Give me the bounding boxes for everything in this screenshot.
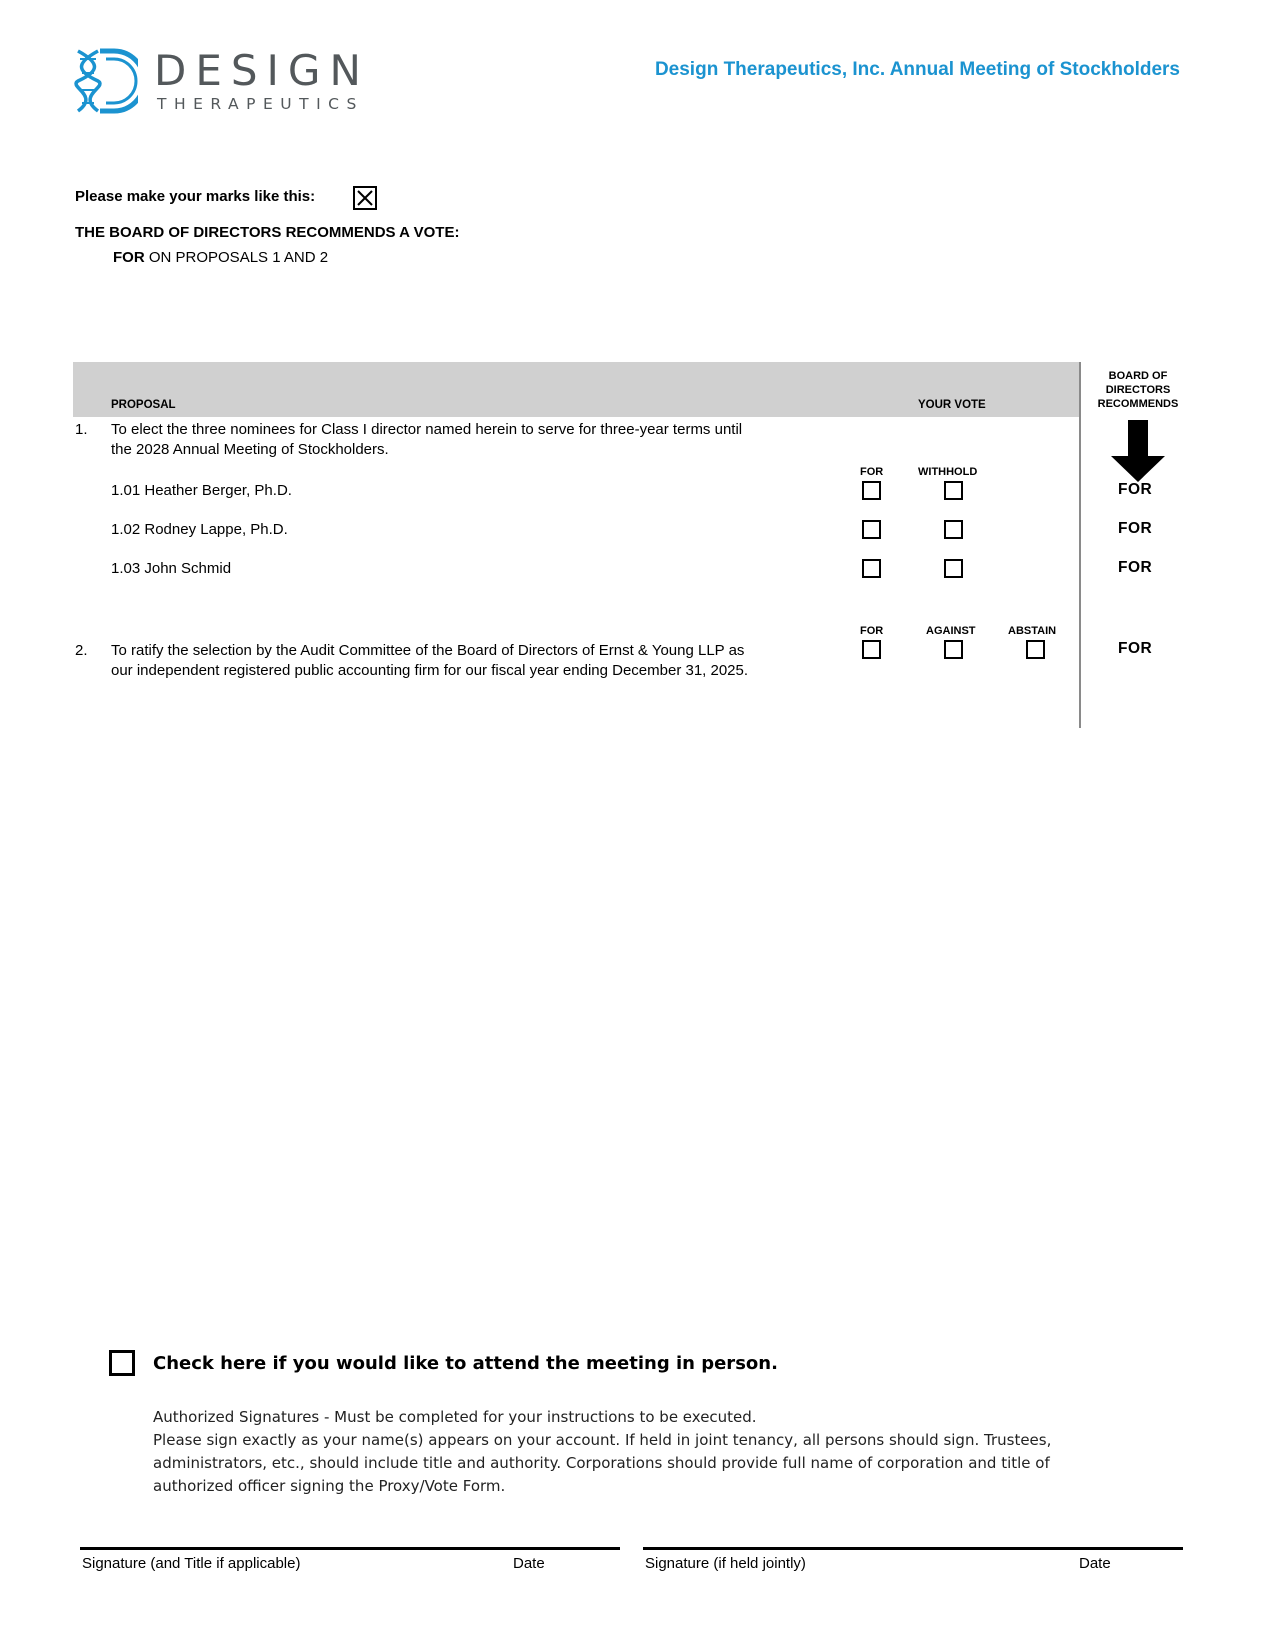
proposal-2-text [111,641,831,681]
proposal-1-number: 1. [75,421,88,438]
helix-logo-icon [70,45,138,120]
nominee-1-02: 1.02 Rodney Lappe, Ph.D. [111,521,288,538]
proposal-2-line: our independent registered public accounting firm for our fiscal year ending December 31, 2025. [111,662,749,679]
proposal-2-against-checkbox[interactable] [944,640,963,659]
proposal-1-line: To elect the three nominees for Class I director named herein to serve for three-year terms until [111,421,743,438]
nominee-1-03-recommendation: FOR [1118,559,1153,576]
x-mark-icon [357,190,373,206]
recommendation-for-word: FOR [113,249,145,266]
option-label-for: FOR [860,625,884,637]
signature-instructions [153,1406,1051,1498]
proposal-column-header: PROPOSAL [111,399,176,411]
nominee-1-03: 1.03 John Schmid [111,560,232,577]
proposal-1-text [111,420,831,460]
board-rec-header-line: DIRECTORS [1105,384,1171,396]
example-mark-box [353,186,377,210]
your-vote-column-header: YOUR VOTE [918,399,986,411]
column-divider [1079,362,1081,728]
option-label-abstain: ABSTAIN [1008,625,1057,637]
down-arrow-icon [1110,420,1166,482]
date-label-1: Date [513,1555,545,1572]
proposal-2-line: To ratify the selection by the Audit Committee of the Board of Directors of Ernst & Young LLP as [111,642,745,659]
board-recommends-heading: THE BOARD OF DIRECTORS RECOMMENDS A VOTE: [75,224,460,241]
signature-line-1[interactable] [80,1547,620,1550]
nominee-1-01-for-checkbox[interactable] [862,481,881,500]
option-label-for: FOR [860,466,884,478]
page-title: Design Therapeutics, Inc. Annual Meeting of Stockholders [654,59,1180,80]
signature-label-1: Signature (and Title if applicable) [82,1555,301,1572]
option-label-withhold: WITHHOLD [918,466,978,478]
recommendation-summary [113,249,328,266]
proposal-2-recommendation: FOR [1118,640,1153,657]
marks-instruction: Please make your marks like this: [75,188,316,205]
option-label-against: AGAINST [926,625,976,637]
proposal-2-abstain-checkbox[interactable] [1026,640,1045,659]
signature-instruction-line: authorized officer signing the Proxy/Vote Form. [153,1477,506,1495]
nominee-1-03-withhold-checkbox[interactable] [944,559,963,578]
attend-meeting-checkbox[interactable] [109,1350,135,1376]
nominee-1-03-for-checkbox[interactable] [862,559,881,578]
signature-instruction-line: administrators, etc., should include title and authority. Corporations should provide full name of corporation and title of [153,1454,1050,1472]
nominee-1-02-recommendation: FOR [1118,520,1153,537]
proposal-2-for-checkbox[interactable] [862,640,881,659]
signature-instruction-line: Authorized Signatures - Must be completed for your instructions to be executed. [153,1408,757,1426]
signature-instruction-line: Please sign exactly as your name(s) appears on your account. If held in joint tenancy, all persons should sign. Trustees, [153,1431,1052,1449]
board-rec-header-line: BOARD OF [1108,370,1168,382]
attend-meeting-label: Check here if you would like to attend the meeting in person. [153,1353,778,1374]
nominee-1-01-recommendation: FOR [1118,481,1153,498]
nominee-1-02-for-checkbox[interactable] [862,520,881,539]
signature-label-2: Signature (if held jointly) [645,1555,806,1572]
company-logo [70,45,370,120]
board-recommends-column-header [1086,369,1190,411]
proposal-2-number: 2. [75,642,88,659]
logo-wordmark: DESIGN [154,46,370,95]
date-label-2: Date [1079,1555,1111,1572]
board-rec-header-line: RECOMMENDS [1097,398,1179,410]
nominee-1-01-withhold-checkbox[interactable] [944,481,963,500]
nominee-1-01: 1.01 Heather Berger, Ph.D. [111,482,292,499]
logo-subtitle: THERAPEUTICS [157,95,364,113]
nominee-1-02-withhold-checkbox[interactable] [944,520,963,539]
signature-line-2[interactable] [643,1547,1183,1550]
recommendation-proposals: ON PROPOSALS 1 AND 2 [144,249,329,266]
proposal-1-line: the 2028 Annual Meeting of Stockholders. [111,441,389,458]
